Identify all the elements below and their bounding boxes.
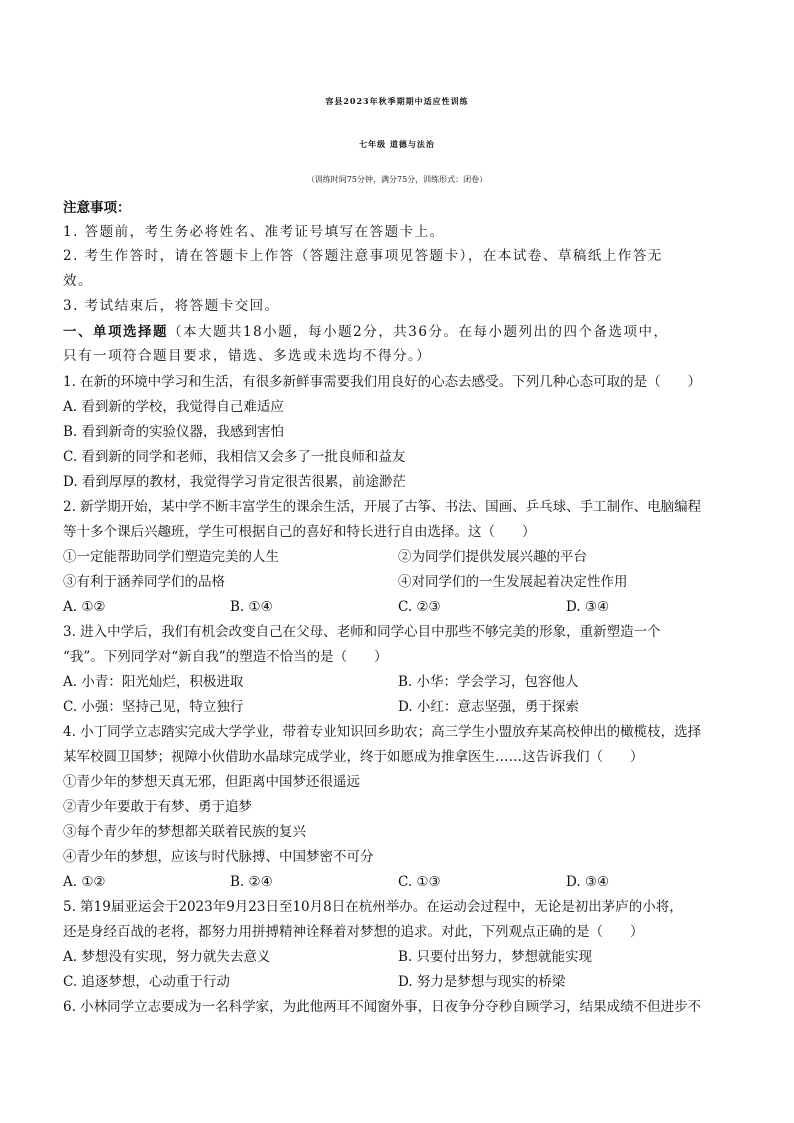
q5-stem-cont: 还是身经百战的老将，都努力用拼搏精神诠释着对梦想的追求。对此，下列观点正确的是（ ） [63,924,644,940]
q4-statement-4: ④青少年的梦想，应该与时代脉搏、中国梦密不可分 [63,849,374,865]
q2-statement-4: ④对同学们的一生发展起着决定性作用 [398,574,628,590]
exam-info: （训练时间75分钟，满分75分，训练形式：闭卷） [306,175,488,184]
q5-option-d: D. 努力是梦想与现实的桥梁 [398,974,566,990]
q3-option-d: D. 小红：意志坚强，勇于探索 [398,699,579,715]
q4-stem: 4. 小丁同学立志踏实完成大学学业，带着专业知识回乡助农；高三学生小盟放弃某高校伸出的橄榄枝，选择 [63,724,702,740]
q4-statement-1: ①青少年的梦想天真无邪，但距离中国梦还很遥远 [63,774,360,790]
q3-option-a: A. 小青：阳光灿烂，积极进取 [63,674,244,690]
q2-statement-1: ①一定能帮助同学们塑造完美的人生 [63,549,279,565]
q3-option-c: C. 小强：坚持己见，特立独行 [63,699,244,715]
q2-stem-cont: 等十多个课后兴趣班，学生可根据自己的喜好和特长进行自由选择。这（ ） [63,524,536,540]
q2-stem: 2. 新学期开始，某中学不断丰富学生的课余生活，开展了古筝、书法、国画、乒乓球、手工制作、电脑编程 [63,499,702,515]
note-item: 1. 答题前，考生务必将姓名、准考证号填写在答题卡上。 [63,224,445,240]
q1-stem: 1. 在新的环境中学习和生活，有很多新鲜事需要我们用良好的心态去感受。下列几种心态可取的是（ ） [63,374,702,390]
q2-option-d: D. ③④ [566,599,610,615]
notes-heading: 注意事项： [63,200,131,216]
q2-statement-2: ②为同学们提供发展兴趣的平台 [398,549,587,565]
exam-subtitle: 七年级 道德与法治 [359,139,435,149]
q1-option-a: A. 看到新的学校，我觉得自己难适应 [63,399,284,415]
q2-option-b: B. ①④ [230,599,273,615]
section-heading-line [63,322,743,342]
q4-statement-2: ②青少年要敢于有梦、勇于追梦 [63,799,252,815]
q4-statement-3: ③每个青少年的梦想都关联着民族的复兴 [63,824,306,840]
q5-option-c: C. 追逐梦想，心动重于行动 [63,974,230,990]
note-item: 3. 考试结束后，将答题卡交回。 [63,298,280,314]
q1-option-c: C. 看到新的同学和老师，我相信又会多了一批良师和益友 [63,449,406,465]
q4-option-c: C. ①③ [398,874,441,890]
note-item: 2. 考生作答时，请在答题卡上作答（答题注意事项见答题卡），在本试卷、草稿纸上作答无 [63,248,663,264]
q4-option-b: B. ②④ [230,874,273,890]
exam-title: 容县2023年秋季期期中适应性训练 [325,96,469,106]
q1-option-d: D. 看到厚厚的教材，我觉得学习肯定很苦很累，前途渺茫 [63,474,406,490]
section-description: （本大题共18小题，每小题2分，共36分。在每小题列出的四个备选项中， [168,324,669,340]
q3-option-b: B. 小华：学会学习，包容他人 [398,674,579,690]
q5-option-b: B. 只要付出努力，梦想就能实现 [398,949,593,965]
q3-stem: 3. 进入中学后，我们有机会改变自己在父母、老师和同学心目中那些不够完美的形象，重新塑造一个 [63,624,661,640]
q4-stem-cont: 某军校圆卫国梦；视障小伙借助水晶球完成学业，终于如愿成为推拿医生……这告诉我们（ ） [63,749,644,765]
q5-stem: 5. 第19届亚运会于2023年9月23日至10月8日在杭州举办。在运动会过程中，无论是初出茅庐的小将， [63,899,683,915]
q1-option-b: B. 看到新奇的实验仪器，我感到害怕 [63,424,285,440]
section-description-2: 只有一项符合题目要求，错选、多选或未选均不得分。） [63,348,432,364]
q5-option-a: A. 梦想没有实现，努力就失去意义 [63,949,271,965]
q2-option-c: C. ②③ [398,599,441,615]
q2-statement-3: ③有利于涵养同学们的品格 [63,574,225,590]
q2-option-a: A. ①② [63,599,106,615]
q4-option-a: A. ①② [63,874,106,890]
q3-stem-cont: “我”。下列同学对“新自我”的塑造不恰当的是（ ） [63,649,388,665]
q6-stem: 6. 小林同学立志要成为一名科学家，为此他两耳不闻窗外事，日夜争分夺秒自顾学习，结果成绩不但进步不 [63,999,702,1015]
note-item: 效。 [63,273,93,289]
q4-option-d: D. ③④ [566,874,610,890]
section-heading: 一、单项选择题 [63,324,168,340]
